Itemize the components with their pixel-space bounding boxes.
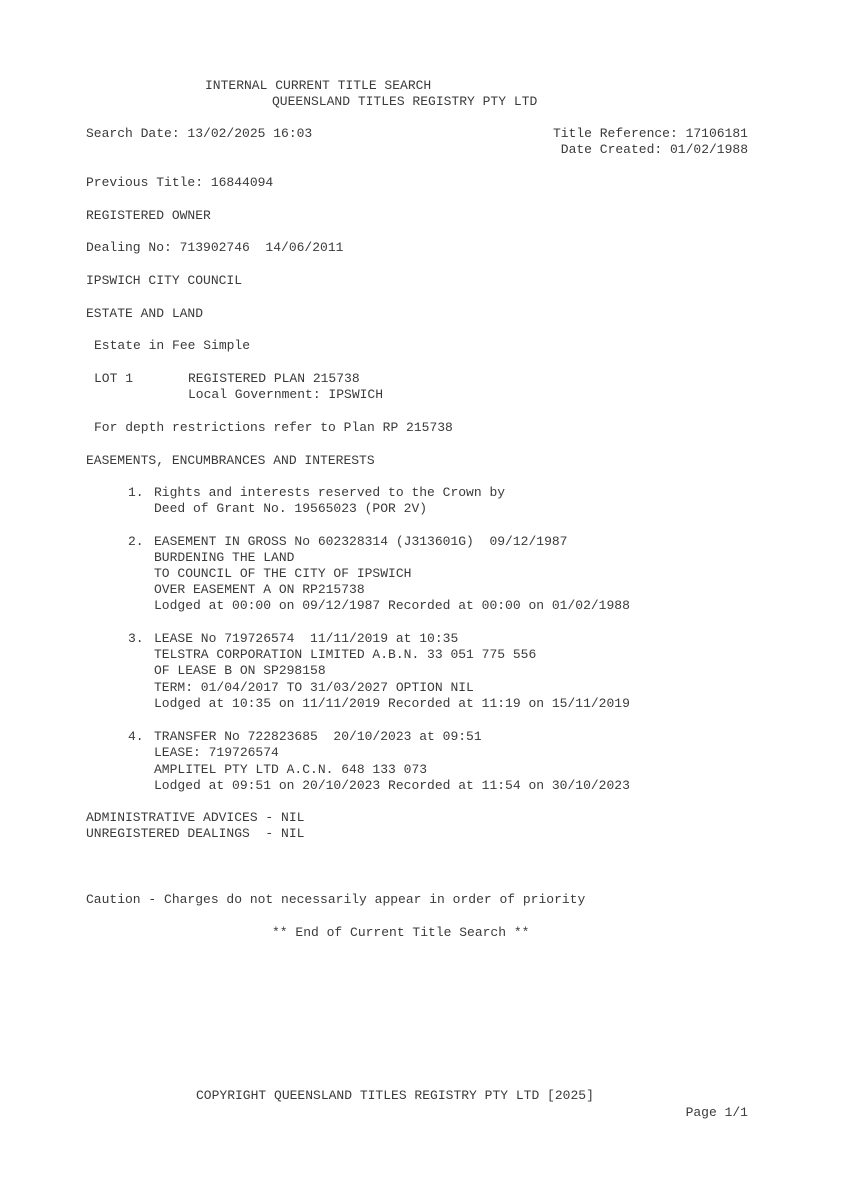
interest-number: 3. xyxy=(128,631,144,646)
interest-line: BURDENING THE LAND xyxy=(154,550,295,565)
lot-local-government: Local Government: IPSWICH xyxy=(188,387,384,402)
depth-restrictions: For depth restrictions refer to Plan RP 215738 xyxy=(94,420,453,435)
unregistered-dealings: UNREGISTERED DEALINGS - NIL xyxy=(86,826,305,841)
interest-line: TELSTRA CORPORATION LIMITED A.B.N. 33 051 775 556 xyxy=(154,647,537,662)
interest-line: Deed of Grant No. 19565023 (POR 2V) xyxy=(154,501,428,516)
date-created: Date Created: 01/02/1988 xyxy=(560,142,748,157)
page-number: Page 1/1 xyxy=(685,1105,748,1120)
previous-title: Previous Title: 16844094 xyxy=(86,175,274,190)
interest-line: AMPLITEL PTY LTD A.C.N. 648 133 073 xyxy=(154,762,428,777)
registered-owner-heading: REGISTERED OWNER xyxy=(86,208,211,223)
interest-line: LEASE No 719726574 11/11/2019 at 10:35 xyxy=(154,631,459,646)
easements-heading: EASEMENTS, ENCUMBRANCES AND INTERESTS xyxy=(86,453,375,468)
lot-label: LOT 1 xyxy=(94,371,134,386)
caution-note: Caution - Charges do not necessarily appear in order of priority xyxy=(86,892,586,907)
dealing-number: Dealing No: 713902746 14/06/2011 xyxy=(86,240,344,255)
interest-line: OF LEASE B ON SP298158 xyxy=(154,663,326,678)
interest-line: TERM: 01/04/2017 TO 31/03/2027 OPTION NIL xyxy=(154,680,474,695)
interest-line: TO COUNCIL OF THE CITY OF IPSWICH xyxy=(154,566,412,581)
administrative-advices: ADMINISTRATIVE ADVICES - NIL xyxy=(86,810,305,825)
estate-heading: ESTATE AND LAND xyxy=(86,306,204,321)
interest-line: Lodged at 09:51 on 20/10/2023 Recorded at 11:54 on 30/10/2023 xyxy=(154,778,630,793)
interest-line: LEASE: 719726574 xyxy=(154,745,279,760)
interest-line: TRANSFER No 722823685 20/10/2023 at 09:51 xyxy=(154,729,482,744)
interest-line: Lodged at 10:35 on 11/11/2019 Recorded at 11:19 on 15/11/2019 xyxy=(154,696,630,711)
owner-name: IPSWICH CITY COUNCIL xyxy=(86,273,243,288)
interest-number: 1. xyxy=(128,485,144,500)
search-date: Search Date: 13/02/2025 16:03 xyxy=(86,126,313,141)
interest-line: Rights and interests reserved to the Crown by xyxy=(154,485,506,500)
interest-number: 2. xyxy=(128,534,144,549)
lot-plan: REGISTERED PLAN 215738 xyxy=(188,371,360,386)
interest-line: EASEMENT IN GROSS No 602328314 (J313601G) 09/12/1987 xyxy=(154,534,568,549)
header-registry: QUEENSLAND TITLES REGISTRY PTY LTD xyxy=(272,94,538,109)
end-of-search: ** End of Current Title Search ** xyxy=(272,925,530,940)
interest-line: OVER EASEMENT A ON RP215738 xyxy=(154,582,365,597)
interest-number: 4. xyxy=(128,729,144,744)
copyright-footer: COPYRIGHT QUEENSLAND TITLES REGISTRY PTY LTD [2025] xyxy=(196,1088,594,1103)
estate-type: Estate in Fee Simple xyxy=(94,338,251,353)
title-reference: Title Reference: 17106181 xyxy=(552,126,748,141)
interest-line: Lodged at 00:00 on 09/12/1987 Recorded at 00:00 on 01/02/1988 xyxy=(154,598,630,613)
header-title: INTERNAL CURRENT TITLE SEARCH xyxy=(205,78,432,93)
